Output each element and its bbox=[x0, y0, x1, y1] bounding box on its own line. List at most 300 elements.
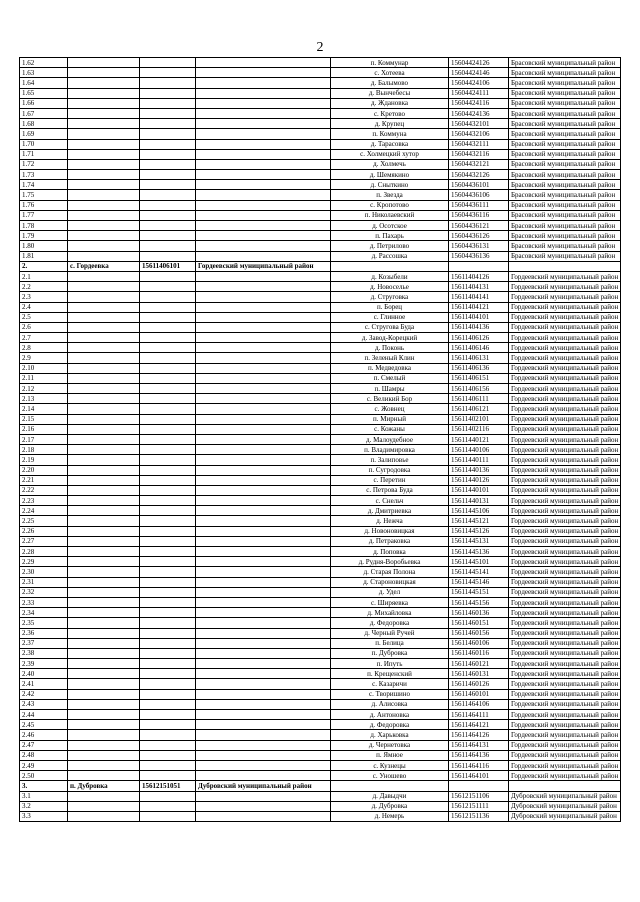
center-district-cell bbox=[196, 485, 331, 495]
row-number-cell: 2.47 bbox=[20, 740, 68, 750]
district-name-cell: Брасовский муниципальный район bbox=[509, 210, 621, 220]
oktmo-code-cell: 15611460136 bbox=[449, 608, 509, 618]
row-number-cell: 2.34 bbox=[20, 608, 68, 618]
table-row bbox=[20, 669, 621, 679]
center-settlement-cell bbox=[68, 679, 140, 689]
center-settlement-cell: п. Дубровка bbox=[68, 781, 140, 791]
settlement-name-cell: д. Сныткино bbox=[331, 180, 449, 190]
settlement-name-cell: д. Дубровка bbox=[331, 801, 449, 811]
settlement-name-cell: д. Старая Полона bbox=[331, 567, 449, 577]
settlement-name-cell: д. Завод-Корецкий bbox=[331, 333, 449, 343]
center-code-cell bbox=[140, 608, 196, 618]
row-number-cell: 2.37 bbox=[20, 638, 68, 648]
district-name-cell: Брасовский муниципальный район bbox=[509, 119, 621, 129]
district-name-cell: Гордеевский муниципальный район bbox=[509, 597, 621, 607]
settlement-name-cell: с. Жовнец bbox=[331, 404, 449, 414]
table-row bbox=[20, 200, 621, 210]
center-settlement-cell bbox=[68, 587, 140, 597]
table-row bbox=[20, 170, 621, 180]
district-name-cell: Гордеевский муниципальный район bbox=[509, 343, 621, 353]
center-code-cell bbox=[140, 119, 196, 129]
row-number-cell: 1.81 bbox=[20, 251, 68, 261]
settlement-name-cell: д. Давыдчи bbox=[331, 791, 449, 801]
center-code-cell bbox=[140, 710, 196, 720]
district-name-cell: Брасовский муниципальный район bbox=[509, 88, 621, 98]
center-code-cell bbox=[140, 78, 196, 88]
center-settlement-cell bbox=[68, 659, 140, 669]
center-district-cell bbox=[196, 363, 331, 373]
center-settlement-cell bbox=[68, 404, 140, 414]
district-name-cell: Дубровский муниципальный район bbox=[509, 811, 621, 821]
table-row bbox=[20, 659, 621, 669]
district-name-cell: Гордеевский муниципальный район bbox=[509, 547, 621, 557]
row-number-cell: 2.29 bbox=[20, 557, 68, 567]
district-name-cell: Брасовский муниципальный район bbox=[509, 170, 621, 180]
center-code-cell bbox=[140, 618, 196, 628]
oktmo-code-cell: 15611404101 bbox=[449, 312, 509, 322]
center-settlement-cell bbox=[68, 190, 140, 200]
settlement-name-cell: д. Удел bbox=[331, 587, 449, 597]
settlement-name-cell: д. Осотское bbox=[331, 221, 449, 231]
center-district-cell bbox=[196, 618, 331, 628]
oktmo-code-cell: 15611464101 bbox=[449, 771, 509, 781]
center-district-cell bbox=[196, 699, 331, 709]
oktmo-code-cell: 15611402101 bbox=[449, 414, 509, 424]
center-settlement-cell bbox=[68, 648, 140, 658]
oktmo-code-cell: 15611440106 bbox=[449, 445, 509, 455]
row-number-cell: 2.30 bbox=[20, 567, 68, 577]
center-settlement-cell bbox=[68, 434, 140, 444]
table-row bbox=[20, 180, 621, 190]
row-number-cell: 1.65 bbox=[20, 88, 68, 98]
center-settlement-cell bbox=[68, 557, 140, 567]
row-number-cell: 1.63 bbox=[20, 68, 68, 78]
settlement-name-cell: д. Новоселье bbox=[331, 282, 449, 292]
oktmo-code-cell: 15611440111 bbox=[449, 455, 509, 465]
settlement-name-cell: п. Медведовка bbox=[331, 363, 449, 373]
settlement-name-cell: п. Коммунар bbox=[331, 58, 449, 68]
oktmo-code-cell: 15611445156 bbox=[449, 597, 509, 607]
oktmo-code-cell: 15611445121 bbox=[449, 516, 509, 526]
row-number-cell: 1.78 bbox=[20, 221, 68, 231]
center-district-cell bbox=[196, 669, 331, 679]
center-district-cell bbox=[196, 139, 331, 149]
oktmo-code-cell: 15604436106 bbox=[449, 190, 509, 200]
table-row bbox=[20, 750, 621, 760]
center-district-cell bbox=[196, 811, 331, 821]
center-settlement-cell bbox=[68, 760, 140, 770]
center-district-cell bbox=[196, 659, 331, 669]
row-number-cell: 2. bbox=[20, 261, 68, 271]
center-district-cell bbox=[196, 720, 331, 730]
center-settlement-cell bbox=[68, 241, 140, 251]
center-settlement-cell bbox=[68, 536, 140, 546]
row-number-cell: 2.14 bbox=[20, 404, 68, 414]
table-row bbox=[20, 312, 621, 322]
settlement-name-cell: п. Владимировка bbox=[331, 445, 449, 455]
center-settlement-cell bbox=[68, 547, 140, 557]
center-settlement-cell bbox=[68, 669, 140, 679]
center-district-cell bbox=[196, 190, 331, 200]
district-name-cell: Гордеевский муниципальный район bbox=[509, 424, 621, 434]
district-name-cell: Дубровский муниципальный район bbox=[509, 801, 621, 811]
oktmo-code-cell: 15611404131 bbox=[449, 282, 509, 292]
center-code-cell bbox=[140, 312, 196, 322]
center-district-cell bbox=[196, 730, 331, 740]
district-name-cell: Гордеевский муниципальный район bbox=[509, 720, 621, 730]
oktmo-code-cell: 15611460151 bbox=[449, 618, 509, 628]
table-row bbox=[20, 221, 621, 231]
center-code-cell bbox=[140, 445, 196, 455]
oktmo-code-cell: 15611464126 bbox=[449, 730, 509, 740]
center-district-cell bbox=[196, 68, 331, 78]
oktmo-code-cell: 15604436111 bbox=[449, 200, 509, 210]
settlement-name-cell: д. Балымово bbox=[331, 78, 449, 88]
center-settlement-cell bbox=[68, 159, 140, 169]
center-district-cell bbox=[196, 750, 331, 760]
district-name-cell: Гордеевский муниципальный район bbox=[509, 373, 621, 383]
table-row bbox=[20, 434, 621, 444]
center-district-cell bbox=[196, 547, 331, 557]
center-code-cell bbox=[140, 679, 196, 689]
center-district-cell bbox=[196, 801, 331, 811]
district-name-cell: Гордеевский муниципальный район bbox=[509, 771, 621, 781]
table-row bbox=[20, 628, 621, 638]
district-name-cell: Гордеевский муниципальный район bbox=[509, 485, 621, 495]
center-district-cell bbox=[196, 587, 331, 597]
center-code-cell bbox=[140, 485, 196, 495]
district-name-cell: Гордеевский муниципальный район bbox=[509, 760, 621, 770]
district-name-cell: Брасовский муниципальный район bbox=[509, 68, 621, 78]
center-district-cell bbox=[196, 434, 331, 444]
settlement-name-cell: д. Крупец bbox=[331, 119, 449, 129]
center-code-cell bbox=[140, 526, 196, 536]
row-number-cell: 1.69 bbox=[20, 129, 68, 139]
district-name-cell: Гордеевский муниципальный район bbox=[509, 282, 621, 292]
oktmo-code-cell: 15604424106 bbox=[449, 78, 509, 88]
center-settlement-cell bbox=[68, 292, 140, 302]
row-number-cell: 2.2 bbox=[20, 282, 68, 292]
table-row bbox=[20, 608, 621, 618]
oktmo-code-cell: 15611460156 bbox=[449, 628, 509, 638]
district-name-cell: Брасовский муниципальный район bbox=[509, 129, 621, 139]
district-name-cell: Брасовский муниципальный район bbox=[509, 190, 621, 200]
center-code-cell bbox=[140, 689, 196, 699]
table-row bbox=[20, 547, 621, 557]
district-name-cell: Гордеевский муниципальный район bbox=[509, 333, 621, 343]
center-district-cell bbox=[196, 404, 331, 414]
settlement-name-cell: д. Поконь bbox=[331, 343, 449, 353]
row-number-cell: 2.43 bbox=[20, 699, 68, 709]
table-row bbox=[20, 384, 621, 394]
center-district-cell bbox=[196, 760, 331, 770]
row-number-cell: 2.49 bbox=[20, 760, 68, 770]
settlement-name-cell: д. Федоровка bbox=[331, 720, 449, 730]
oktmo-code-cell: 15611460126 bbox=[449, 679, 509, 689]
row-number-cell: 2.39 bbox=[20, 659, 68, 669]
oktmo-code-cell: 15604432126 bbox=[449, 170, 509, 180]
row-number-cell: 2.15 bbox=[20, 414, 68, 424]
center-settlement-cell bbox=[68, 740, 140, 750]
oktmo-code-cell: 15604436121 bbox=[449, 221, 509, 231]
row-number-cell: 2.50 bbox=[20, 771, 68, 781]
center-settlement-cell bbox=[68, 628, 140, 638]
center-settlement-cell bbox=[68, 221, 140, 231]
center-code-cell bbox=[140, 139, 196, 149]
district-name-cell: Гордеевский муниципальный район bbox=[509, 465, 621, 475]
district-name-cell: Гордеевский муниципальный район bbox=[509, 567, 621, 577]
row-number-cell: 2.41 bbox=[20, 679, 68, 689]
table-row bbox=[20, 475, 621, 485]
settlements-table-body bbox=[20, 58, 621, 822]
table-row bbox=[20, 302, 621, 312]
district-name-cell: Брасовский муниципальный район bbox=[509, 241, 621, 251]
table-row bbox=[20, 78, 621, 88]
oktmo-code-cell: 15604424116 bbox=[449, 98, 509, 108]
row-number-cell: 2.45 bbox=[20, 720, 68, 730]
center-settlement-cell bbox=[68, 771, 140, 781]
district-name-cell: Гордеевский муниципальный район bbox=[509, 516, 621, 526]
center-district-cell bbox=[196, 791, 331, 801]
row-number-cell: 2.24 bbox=[20, 506, 68, 516]
center-code-cell bbox=[140, 394, 196, 404]
center-district-cell bbox=[196, 373, 331, 383]
center-district-cell bbox=[196, 312, 331, 322]
center-code-cell bbox=[140, 98, 196, 108]
settlement-name-cell bbox=[331, 781, 449, 791]
oktmo-code-cell: 15604424126 bbox=[449, 58, 509, 68]
settlement-name-cell: д. Шемякино bbox=[331, 170, 449, 180]
table-row bbox=[20, 68, 621, 78]
settlement-name-cell: д. Новоновицкая bbox=[331, 526, 449, 536]
table-row bbox=[20, 58, 621, 68]
center-district-cell bbox=[196, 414, 331, 424]
table-row bbox=[20, 88, 621, 98]
center-settlement-cell bbox=[68, 597, 140, 607]
center-code-cell bbox=[140, 577, 196, 587]
center-district-cell bbox=[196, 251, 331, 261]
center-code-cell bbox=[140, 516, 196, 526]
settlement-name-cell: п. Николаевский bbox=[331, 210, 449, 220]
row-number-cell: 2.23 bbox=[20, 496, 68, 506]
oktmo-code-cell: 15611406136 bbox=[449, 363, 509, 373]
settlement-name-cell: п. Сугродовка bbox=[331, 465, 449, 475]
oktmo-code-cell: 15611406111 bbox=[449, 394, 509, 404]
center-code-cell bbox=[140, 669, 196, 679]
row-number-cell: 1.68 bbox=[20, 119, 68, 129]
row-number-cell: 1.77 bbox=[20, 210, 68, 220]
center-district-cell bbox=[196, 424, 331, 434]
center-settlement-cell bbox=[68, 200, 140, 210]
center-code-cell bbox=[140, 200, 196, 210]
district-name-cell: Брасовский муниципальный район bbox=[509, 251, 621, 261]
row-number-cell: 2.21 bbox=[20, 475, 68, 485]
center-settlement-cell bbox=[68, 98, 140, 108]
table-row bbox=[20, 119, 621, 129]
center-settlement-cell bbox=[68, 88, 140, 98]
settlement-name-cell: с. Великий Бор bbox=[331, 394, 449, 404]
row-number-cell: 1.74 bbox=[20, 180, 68, 190]
center-district-cell: Гордеевский муниципальный район bbox=[196, 261, 331, 271]
settlement-name-cell: п. Белица bbox=[331, 638, 449, 648]
table-row bbox=[20, 648, 621, 658]
center-district-cell bbox=[196, 221, 331, 231]
settlement-name-cell: с. Кретово bbox=[331, 108, 449, 118]
district-name-cell: Гордеевский муниципальный район bbox=[509, 363, 621, 373]
center-code-cell bbox=[140, 322, 196, 332]
district-name-cell: Гордеевский муниципальный район bbox=[509, 455, 621, 465]
oktmo-code-cell: 15611464131 bbox=[449, 740, 509, 750]
center-settlement-cell bbox=[68, 608, 140, 618]
oktmo-code-cell: 15611445101 bbox=[449, 557, 509, 567]
center-district-cell bbox=[196, 455, 331, 465]
center-district-cell bbox=[196, 445, 331, 455]
district-name-cell: Гордеевский муниципальный район bbox=[509, 292, 621, 302]
center-code-cell bbox=[140, 129, 196, 139]
settlement-name-cell: д. Вынчебесы bbox=[331, 88, 449, 98]
oktmo-code-cell: 15611460121 bbox=[449, 659, 509, 669]
center-district-cell bbox=[196, 58, 331, 68]
oktmo-code-cell: 15611445146 bbox=[449, 577, 509, 587]
district-name-cell: Гордеевский муниципальный район bbox=[509, 384, 621, 394]
row-number-cell: 1.64 bbox=[20, 78, 68, 88]
row-number-cell: 2.16 bbox=[20, 424, 68, 434]
settlements-table bbox=[19, 57, 621, 822]
settlement-name-cell: д. Дмитриевка bbox=[331, 506, 449, 516]
center-code-cell bbox=[140, 190, 196, 200]
district-name-cell: Гордеевский муниципальный район bbox=[509, 434, 621, 444]
center-code-cell bbox=[140, 251, 196, 261]
district-name-cell: Гордеевский муниципальный район bbox=[509, 394, 621, 404]
center-code-cell bbox=[140, 791, 196, 801]
table-row bbox=[20, 231, 621, 241]
center-settlement-cell bbox=[68, 343, 140, 353]
row-number-cell: 2.36 bbox=[20, 628, 68, 638]
center-settlement-cell bbox=[68, 689, 140, 699]
center-settlement-cell bbox=[68, 750, 140, 760]
settlement-name-cell: с. Казаричи bbox=[331, 679, 449, 689]
settlement-name-cell: с. Кропотово bbox=[331, 200, 449, 210]
center-settlement-cell bbox=[68, 333, 140, 343]
center-settlement-cell bbox=[68, 485, 140, 495]
oktmo-code-cell: 15611440121 bbox=[449, 434, 509, 444]
oktmo-code-cell: 15611406156 bbox=[449, 384, 509, 394]
group-header-row bbox=[20, 781, 621, 791]
settlement-name-cell bbox=[331, 261, 449, 271]
table-row bbox=[20, 557, 621, 567]
center-code-cell bbox=[140, 648, 196, 658]
row-number-cell: 1.67 bbox=[20, 108, 68, 118]
settlement-name-cell: п. Коммуна bbox=[331, 129, 449, 139]
center-code-cell bbox=[140, 720, 196, 730]
center-settlement-cell bbox=[68, 394, 140, 404]
row-number-cell: 2.12 bbox=[20, 384, 68, 394]
district-name-cell: Гордеевский муниципальный район bbox=[509, 648, 621, 658]
center-district-cell bbox=[196, 577, 331, 587]
row-number-cell: 2.46 bbox=[20, 730, 68, 740]
center-settlement-cell bbox=[68, 353, 140, 363]
center-district-cell bbox=[196, 526, 331, 536]
district-name-cell: Брасовский муниципальный район bbox=[509, 221, 621, 231]
settlement-name-cell: д. Поповка bbox=[331, 547, 449, 557]
table-row bbox=[20, 618, 621, 628]
district-name-cell: Гордеевский муниципальный район bbox=[509, 496, 621, 506]
center-district-cell bbox=[196, 241, 331, 251]
center-code-cell bbox=[140, 557, 196, 567]
district-name-cell: Гордеевский муниципальный район bbox=[509, 587, 621, 597]
row-number-cell: 2.40 bbox=[20, 669, 68, 679]
settlement-name-cell: д. Рудня-Воробьевка bbox=[331, 557, 449, 567]
oktmo-code-cell: 15611404136 bbox=[449, 322, 509, 332]
settlement-name-cell: п. Шамры bbox=[331, 384, 449, 394]
district-name-cell: Гордеевский муниципальный район bbox=[509, 628, 621, 638]
settlement-name-cell: п. Пахарь bbox=[331, 231, 449, 241]
table-row bbox=[20, 353, 621, 363]
oktmo-code-cell: 15611464116 bbox=[449, 760, 509, 770]
settlement-name-cell: п. Смелый bbox=[331, 373, 449, 383]
oktmo-code-cell: 15611464121 bbox=[449, 720, 509, 730]
center-settlement-cell bbox=[68, 801, 140, 811]
center-district-cell bbox=[196, 536, 331, 546]
settlement-name-cell: п. Залиповье bbox=[331, 455, 449, 465]
table-row bbox=[20, 760, 621, 770]
district-name-cell: Гордеевский муниципальный район bbox=[509, 404, 621, 414]
center-settlement-cell bbox=[68, 129, 140, 139]
center-code-cell bbox=[140, 659, 196, 669]
row-number-cell: 2.38 bbox=[20, 648, 68, 658]
row-number-cell: 2.19 bbox=[20, 455, 68, 465]
district-name-cell: Гордеевский муниципальный район bbox=[509, 679, 621, 689]
settlement-name-cell: д. Козыбели bbox=[331, 271, 449, 281]
table-row bbox=[20, 496, 621, 506]
row-number-cell: 2.42 bbox=[20, 689, 68, 699]
row-number-cell: 1.66 bbox=[20, 98, 68, 108]
center-settlement-cell bbox=[68, 251, 140, 261]
center-settlement-cell bbox=[68, 108, 140, 118]
center-district-cell bbox=[196, 567, 331, 577]
center-code-cell bbox=[140, 730, 196, 740]
row-number-cell: 1.79 bbox=[20, 231, 68, 241]
settlement-name-cell: п. Борец bbox=[331, 302, 449, 312]
table-row bbox=[20, 251, 621, 261]
center-code-cell bbox=[140, 597, 196, 607]
settlement-name-cell: с. Глинное bbox=[331, 312, 449, 322]
settlement-name-cell: д. Антоновка bbox=[331, 710, 449, 720]
oktmo-code-cell: 15611404121 bbox=[449, 302, 509, 312]
settlement-name-cell: д. Алисовка bbox=[331, 699, 449, 709]
center-district-cell bbox=[196, 119, 331, 129]
center-settlement-cell bbox=[68, 618, 140, 628]
oktmo-code-cell: 15611445151 bbox=[449, 587, 509, 597]
district-name-cell: Брасовский муниципальный район bbox=[509, 108, 621, 118]
district-name-cell: Брасовский муниципальный район bbox=[509, 231, 621, 241]
center-settlement-cell bbox=[68, 710, 140, 720]
table-row bbox=[20, 129, 621, 139]
center-settlement-cell bbox=[68, 231, 140, 241]
row-number-cell: 1.80 bbox=[20, 241, 68, 251]
center-code-cell bbox=[140, 180, 196, 190]
center-settlement-cell bbox=[68, 791, 140, 801]
settlement-name-cell: д. Черный Ручей bbox=[331, 628, 449, 638]
table-row bbox=[20, 567, 621, 577]
center-settlement-cell bbox=[68, 373, 140, 383]
settlement-name-cell: с. Хотеева bbox=[331, 68, 449, 78]
district-name-cell: Гордеевский муниципальный район bbox=[509, 414, 621, 424]
center-district-cell bbox=[196, 159, 331, 169]
center-district-cell bbox=[196, 475, 331, 485]
settlement-name-cell: п. Зеленый Клин bbox=[331, 353, 449, 363]
center-settlement-cell bbox=[68, 414, 140, 424]
